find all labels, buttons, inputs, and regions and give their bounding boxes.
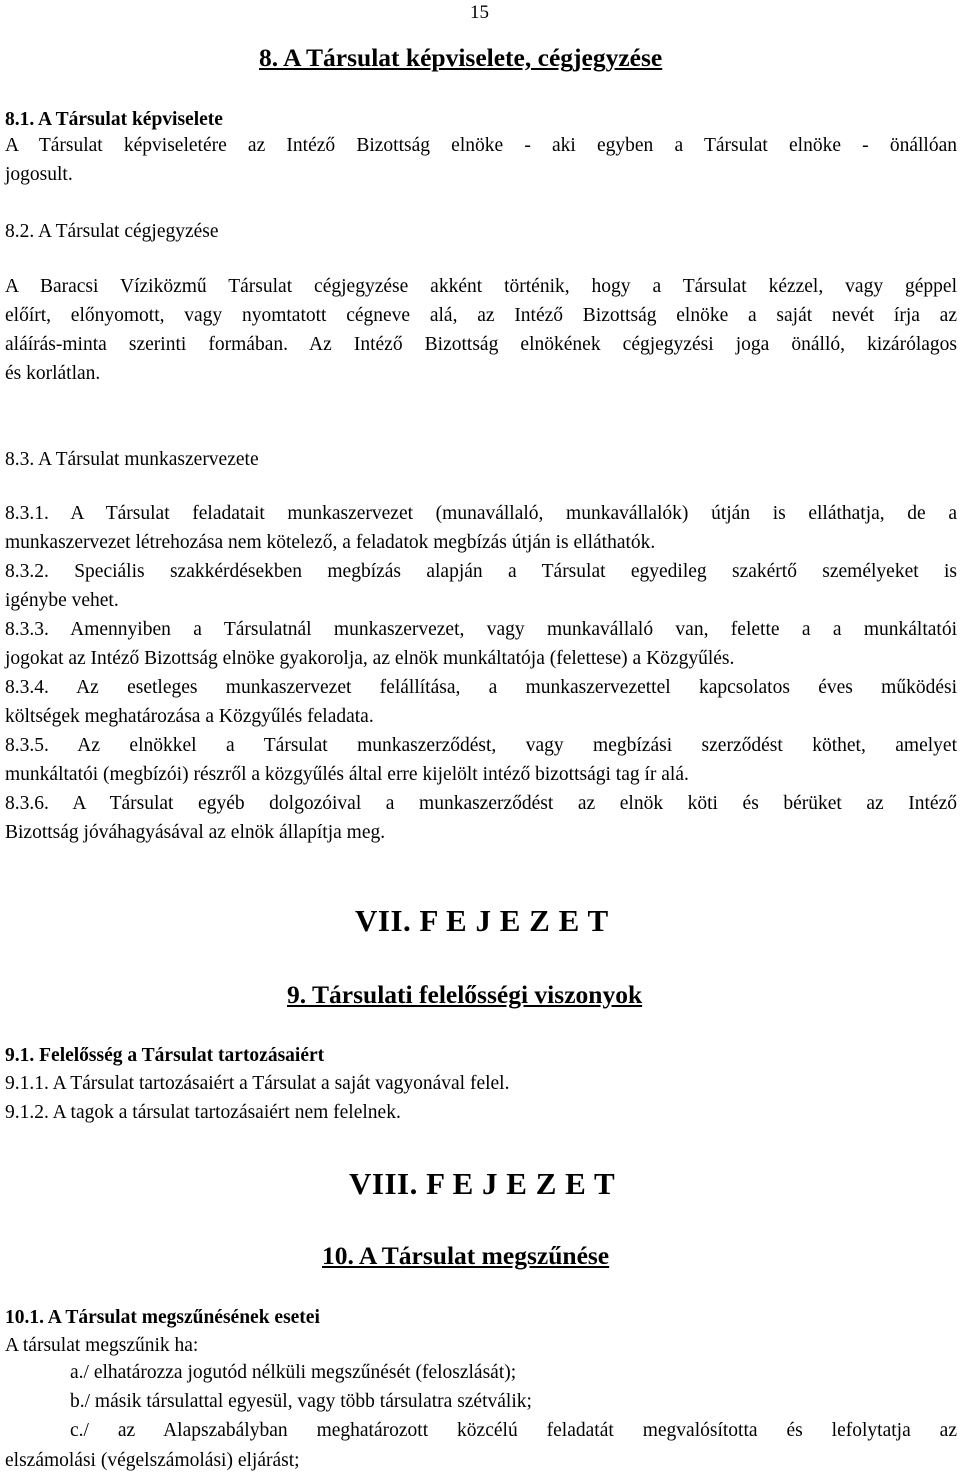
section-8-2-text: [5, 272, 957, 388]
text-line: a./ elhatározza jogutód nélküli megszűnését (feloszlását);: [70, 1362, 517, 1383]
text-line: c./ az Alapszabályban meghatározott közcélú feladatát megvalósította és lefolytatja az: [70, 1420, 957, 1441]
text-line: aláírás-minta szerinti formában. Az Intéző Bizottság elnökének cégjegyzési joga önálló, kizárólagos: [5, 334, 957, 355]
section-8-1-title: 8.1. A Társulat képviselete: [5, 109, 223, 130]
page-number: 15: [470, 2, 489, 23]
section-9-1-2: 9.1.2. A tagok a társulat tartozásaiért nem felelnek.: [5, 1102, 401, 1123]
section-8-title: 8. A Társulat képviselete, cégjegyzése: [259, 43, 663, 72]
section-10-title: 10. A Társulat megszűnése: [322, 1241, 610, 1270]
text-line: 8.3.5. Az elnökkel a Társulat munkaszerződést, vagy megbízási szerződést köthet, amelyet: [5, 735, 957, 756]
section-8-3-title: 8.3. A Társulat munkaszervezete: [5, 449, 259, 470]
list-item: [70, 1387, 957, 1416]
text-line: 8.3.4. Az esetleges munkaszervezet felállítása, a munkaszervezettel kapcsolatos éves működési: [5, 677, 957, 698]
chapter-8-heading: VIII. F E J E Z E T: [349, 1166, 616, 1201]
list-item: [70, 1358, 957, 1387]
text-line: és korlátlan.: [5, 363, 101, 384]
text-line: A Társulat képviseletére az Intéző Bizottság elnöke - aki egyben a Társulat elnöke - önállóan: [5, 135, 957, 156]
text-line: A Baracsi Víziközmű Társulat cégjegyzése akként történik, hogy a Társulat kézzel, vagy géppel: [5, 276, 957, 297]
text-line: b./ másik társulattal egyesül, vagy több társulatra szétválik;: [70, 1391, 532, 1412]
section-8-1-text: [5, 131, 957, 189]
section-9-title: 9. Társulati felelősségi viszonyok: [287, 980, 643, 1009]
section-10-1-intro: A társulat megszűnik ha:: [5, 1335, 199, 1356]
chapter-7-heading: VII. F E J E Z E T: [355, 903, 609, 938]
section-9-1-title: 9.1. Felelősség a Társulat tartozásaiért: [5, 1045, 325, 1066]
text-line: 8.3.6. A Társulat egyéb dolgozóival a munkaszerződést az elnök köti és bérüket az Intéző: [5, 793, 957, 814]
section-8-2-title: 8.2. A Társulat cégjegyzése: [5, 221, 219, 242]
section-8-3-text: [5, 499, 957, 847]
text-line: igénybe vehet.: [5, 590, 119, 611]
list-item: [70, 1416, 957, 1445]
section-9-1-1: 9.1.1. A Társulat tartozásaiért a Társulat a saját vagyonával felel.: [5, 1073, 510, 1094]
text-line: munkaszervezet létrehozása nem kötelező, a feladatok megbízás útján is elláthatók.: [5, 532, 656, 553]
text-line: költségek meghatározása a Közgyűlés feladata.: [5, 706, 374, 727]
text-line: jogokat az Intéző Bizottság elnöke gyakorolja, az elnök munkáltatója (felettese) a Közgyűlés.: [5, 648, 735, 669]
text-line: 8.3.2. Speciális szakkérdésekben megbízás alapján a Társulat egyedileg szakértő személyeket is: [5, 561, 957, 582]
text-line: 8.3.3. Amennyiben a Társulatnál munkaszervezet, vagy munkavállaló van, felette a a munkáltatói: [5, 619, 957, 640]
text-line: előírt, előnyomott, vagy nyomtatott cégneve alá, az Intéző Bizottság elnöke a saját nevét írja az: [5, 305, 957, 326]
section-10-1-title: 10.1. A Társulat megszűnésének esetei: [5, 1307, 320, 1328]
text-line: 8.3.1. A Társulat feladatait munkaszervezet (munavállaló, munkavállalók) útján is elláthatja, de a: [5, 503, 957, 524]
list-item-continuation: elszámolási (végelszámolási) eljárást;: [5, 1450, 300, 1471]
text-line: Bizottság jóváhagyásával az elnök állapítja meg.: [5, 822, 386, 843]
text-line: munkáltatói (megbízói) részről a közgyűlés által erre kijelölt intéző bizottsági tag ír alá.: [5, 764, 689, 785]
text-line: jogosult.: [5, 164, 73, 185]
